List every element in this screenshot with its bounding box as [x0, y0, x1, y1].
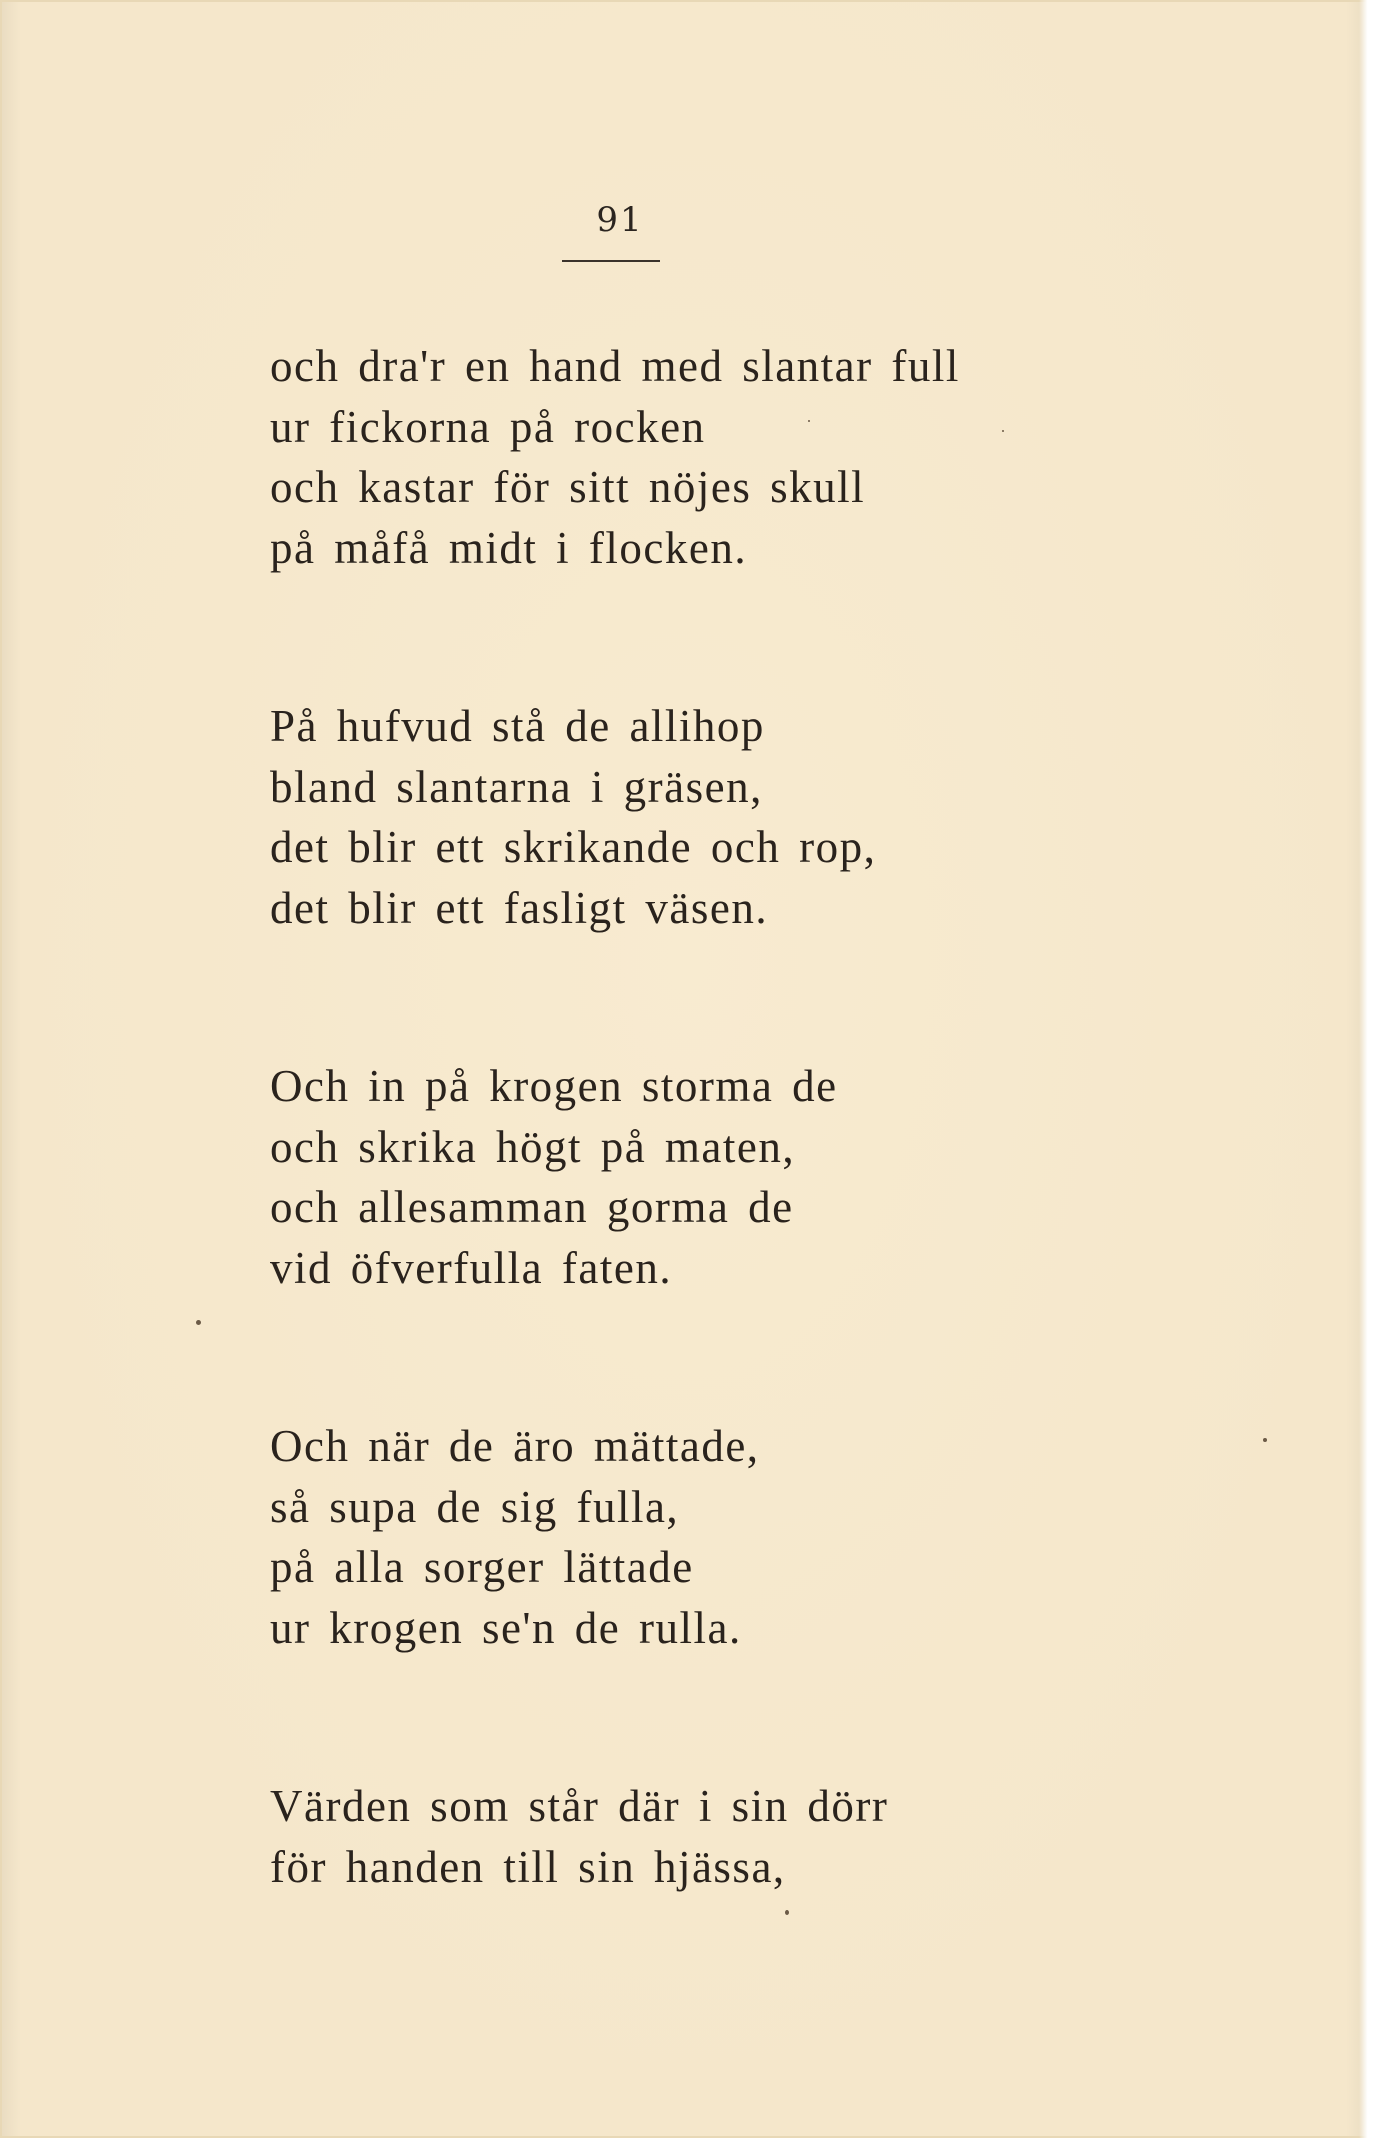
- poem-line: så supa de sig fulla,: [270, 1481, 680, 1532]
- poem-line: Och när de äro mättade,: [270, 1421, 760, 1471]
- poem-line: På hufvud stå de allihop: [270, 701, 765, 751]
- poem-line: Och in på krogen storma de: [270, 1061, 838, 1111]
- poem-line: på alla sorger lättade: [270, 1542, 694, 1592]
- poem-line: vid öfverfulla faten.: [270, 1242, 673, 1293]
- poem-line: och skrika högt på maten,: [270, 1121, 796, 1172]
- page-edge: [1359, 0, 1373, 2138]
- poem: [270, 336, 1170, 2015]
- poem-line: på måfå midt i flocken.: [270, 522, 748, 573]
- poem-line: ur fickorna på rocken: [270, 401, 706, 452]
- stanza-4: [270, 1416, 1170, 1658]
- page-number-rule: [562, 260, 660, 262]
- poem-line: det blir ett skrikande och rop,: [270, 822, 877, 872]
- paper-speck: [1002, 430, 1004, 432]
- poem-line: det blir ett fasligt väsen.: [270, 882, 769, 933]
- poem-line: Värden som står där i sin dörr: [270, 1781, 889, 1831]
- stanza-3: [270, 1056, 1170, 1298]
- stanza-5: [270, 1776, 1170, 1897]
- poem-line: och allesamman gorma de: [270, 1182, 794, 1232]
- poem-line: och kastar för sitt nöjes skull: [270, 462, 866, 512]
- page-number: 91: [596, 200, 644, 240]
- stanza-1: [270, 336, 1170, 578]
- paper-speck: [1263, 1438, 1267, 1442]
- poem-line: för handen till sin hjässa,: [270, 1841, 786, 1892]
- paper-speck: [196, 1320, 201, 1325]
- poem-line: och dra'r en hand med slantar full: [270, 341, 960, 391]
- poem-line: bland slantarna i gräsen,: [270, 761, 763, 812]
- paper-speck: [808, 420, 810, 422]
- stanza-2: [270, 696, 1170, 938]
- paper-speck: [785, 1910, 789, 1915]
- poem-line: ur krogen se'n de rulla.: [270, 1602, 742, 1653]
